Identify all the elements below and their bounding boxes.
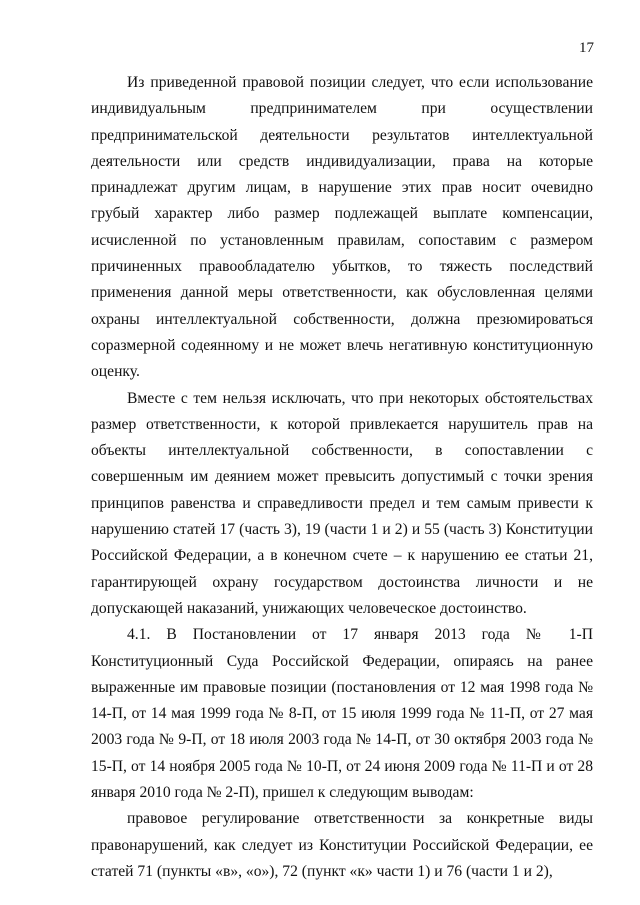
paragraph-resolution-conclusions: 4.1. В Постановлении от 17 января 2013 года № 1-П Конституционный Суда Российской Федерации, опираясь на ранее выраженные им правовые позиции (постановления от 12 мая 1998 года № 14-П, от 14 мая 1999 года № 8-П, от 15 июля 1999 года № 11-П, от 27 мая 2003 года № 9-П, от 18 июля 2003 года № 14-П, от 30 октября 2003 года № 15-П, от 14 ноября 2005 года № 10-П, от 24 июня 2009 года № 11-П и от 28 января 2010 года № 2-П), пришел к следующим выводам: [91, 626, 593, 802]
paragraph-legal-position: Из приведенной правовой позиции следует, что если использование индивидуальным предпринимателем при осуществлении предпринимательской деятельности результатов интеллектуальной деятельности или средств индивидуализации, права на которые принадлежат другим лицам, в нарушение этих прав носит очевидно грубый характер либо размер подлежащей выплате компенсации, исчисленной по установленным правилам, сопоставим с размером причиненных правообладателю убытков, то тяжесть последствий применения данной меры ответственности, как обусловленная целями охраны интеллектуальной собственности, должна презюмироваться соразмерной содеянному и не может влечь негативную конституционную оценку. [91, 74, 593, 381]
paragraph-legal-regulation: правовое регулирование ответственности за конкретные виды правонарушений, как следует из Конституции Российской Федерации, ее статей 71 (пункты «в», «о»), 72 (пункт «к» части 1) и 76 (части 1 и 2), [91, 810, 593, 880]
paragraph-proportionality: Вместе с тем нельзя исключать, что при некоторых обстоятельствах размер ответственности, к которой привлекается нарушитель прав на объекты интеллектуальной собственности, в сопоставлении с совершенным им деянием может превысить допустимый с точки зрения принципов равенства и справедливости предел и тем самым привести к нарушению статей 17 (часть 3), 19 (части 1 и 2) и 55 (часть 3) Конституции Российской Федерации, а в конечном счете – к нарушению ее статьи 21, гарантирующей охрану государством достоинства личности и не допускающей наказаний, унижающих человеческое достоинство. [91, 389, 593, 617]
document-body [91, 70, 593, 885]
page-number: 17 [579, 40, 594, 56]
